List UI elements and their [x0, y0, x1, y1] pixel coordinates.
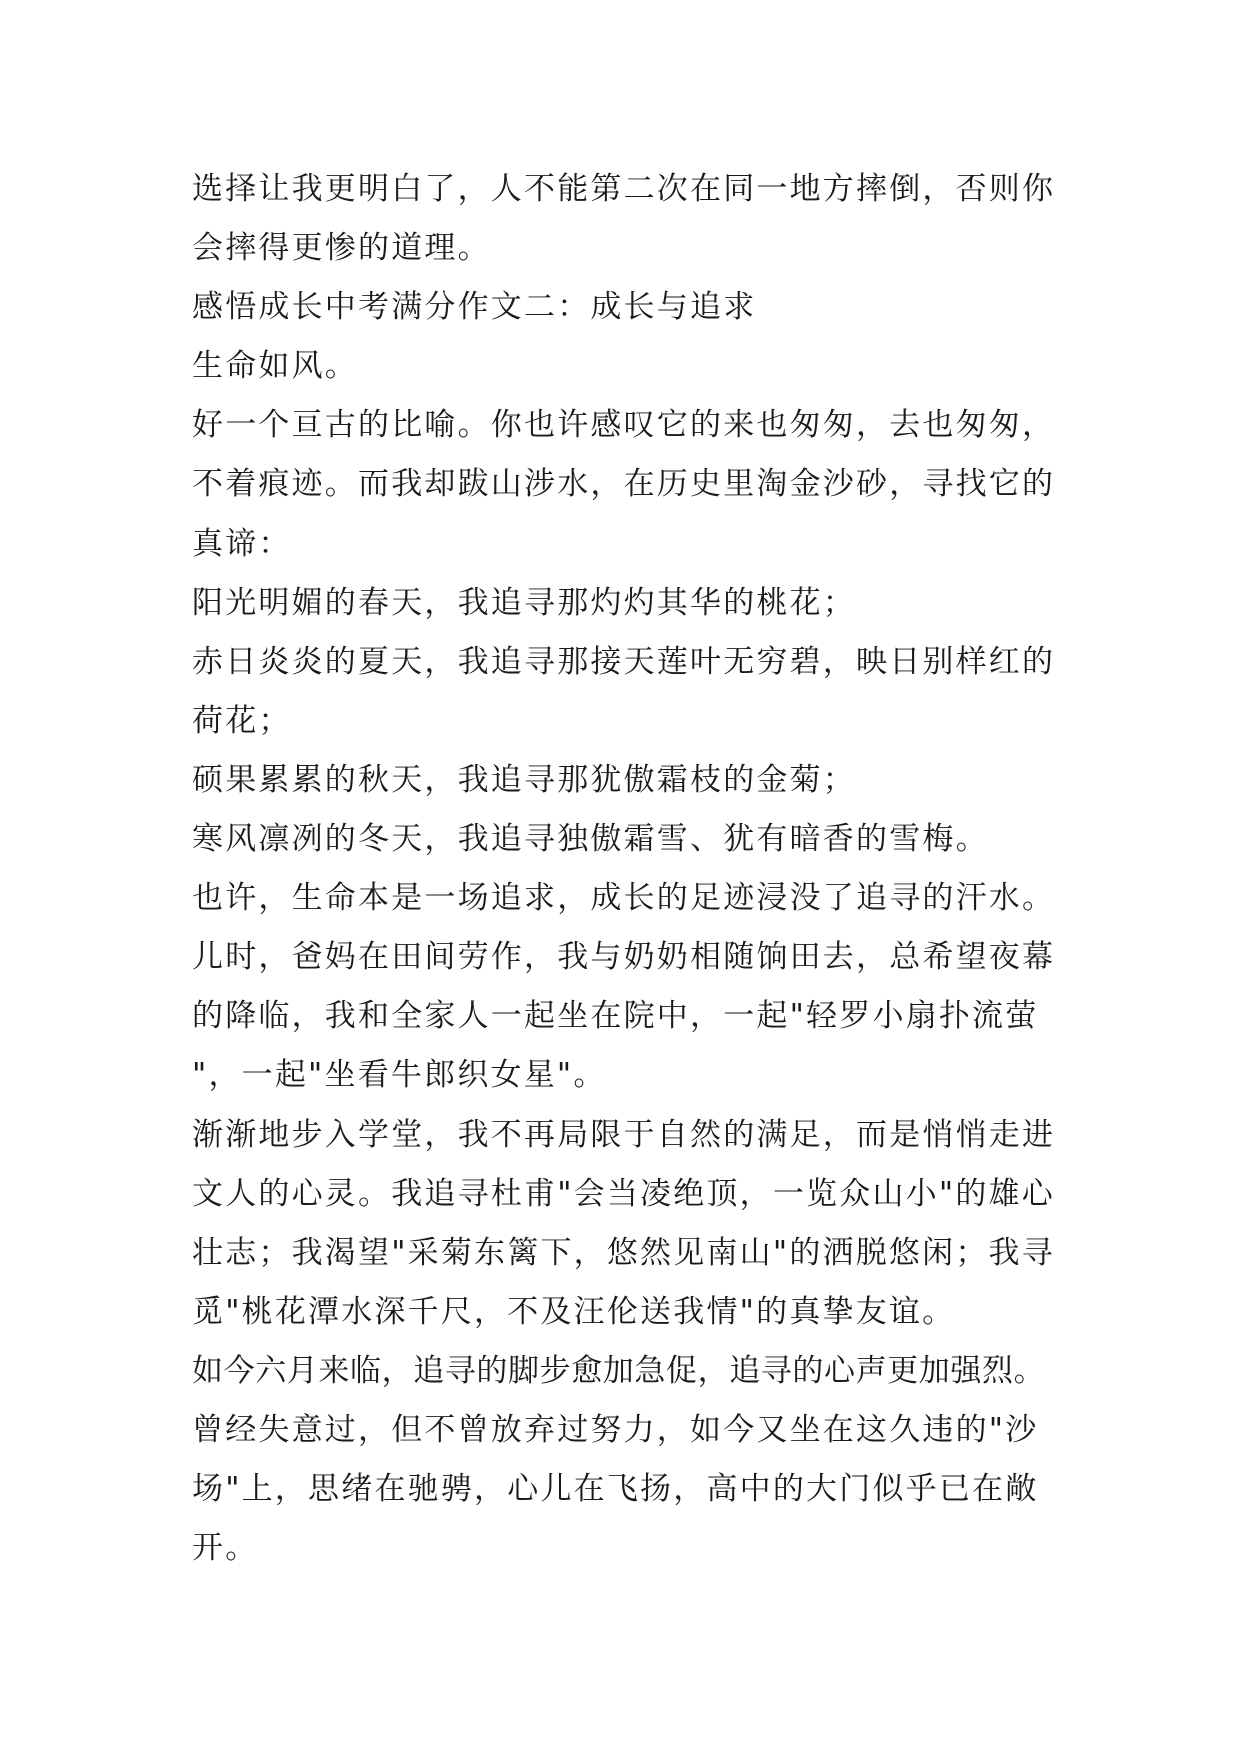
- text-line: 生命如风。: [192, 348, 358, 385]
- text-line: 不着痕迹。而我却跋山涉水，在历史里淘金沙砂，寻找它的: [192, 466, 1056, 503]
- text-line: 壮志；我渴望"采菊东篱下，悠然见南山"的洒脱悠闲；我寻: [192, 1234, 1055, 1271]
- text-line: 真谛：: [192, 525, 292, 562]
- text-line: 文人的心灵。我追寻杜甫"会当凌绝顶，一览众山小"的雄心: [192, 1175, 1055, 1212]
- text-line: "，一起"坐看牛郎织女星"。: [192, 1057, 607, 1094]
- section-heading: 感悟成长中考满分作文二：成长与追求: [192, 289, 757, 326]
- text-line: 觅"桃花潭水深千尺，不及汪伦送我情"的真挚友谊。: [192, 1293, 956, 1330]
- text-line: 寒风凛冽的冬天，我追寻独傲霜雪、犹有暗香的雪梅。: [192, 821, 989, 858]
- text-line: 开。: [192, 1530, 259, 1567]
- text-line: 也许，生命本是一场追求，成长的足迹浸没了追寻的汗水。: [192, 880, 1056, 917]
- text-line: 好一个亘古的比喻。你也许感叹它的来也匆匆，去也匆匆，: [192, 407, 1056, 444]
- text-line: 荷花；: [192, 702, 292, 739]
- document-body: [192, 160, 1072, 1578]
- text-line: 选择让我更明白了，人不能第二次在同一地方摔倒，否则你: [192, 171, 1056, 207]
- text-line: 赤日炎炎的夏天，我追寻那接天莲叶无穷碧，映日别样红的: [192, 643, 1056, 680]
- text-line: 硕果累累的秋天，我追寻那犹傲霜枝的金菊；: [192, 761, 856, 798]
- text-line: 的降临，我和全家人一起坐在院中，一起"轻罗小扇扑流萤: [192, 998, 1039, 1035]
- text-line: 阳光明媚的春天，我追寻那灼灼其华的桃花；: [192, 584, 856, 621]
- text-line: 曾经失意过，但不曾放弃过努力，如今又坐在这久违的"沙: [192, 1411, 1039, 1448]
- text-line: 如今六月来临，追寻的脚步愈加急促，追寻的心声更加强烈。: [192, 1352, 1046, 1389]
- text-line: 渐渐地步入学堂，我不再局限于自然的满足，而是悄悄走进: [192, 1116, 1056, 1153]
- text-line: 场"上，思绪在驰骋，心儿在飞扬，高中的大门似乎已在敞: [192, 1471, 1039, 1508]
- text-line: 会摔得更惨的道理。: [192, 230, 491, 267]
- text-line: 儿时，爸妈在田间劳作，我与奶奶相随饷田去，总希望夜幕: [192, 939, 1056, 976]
